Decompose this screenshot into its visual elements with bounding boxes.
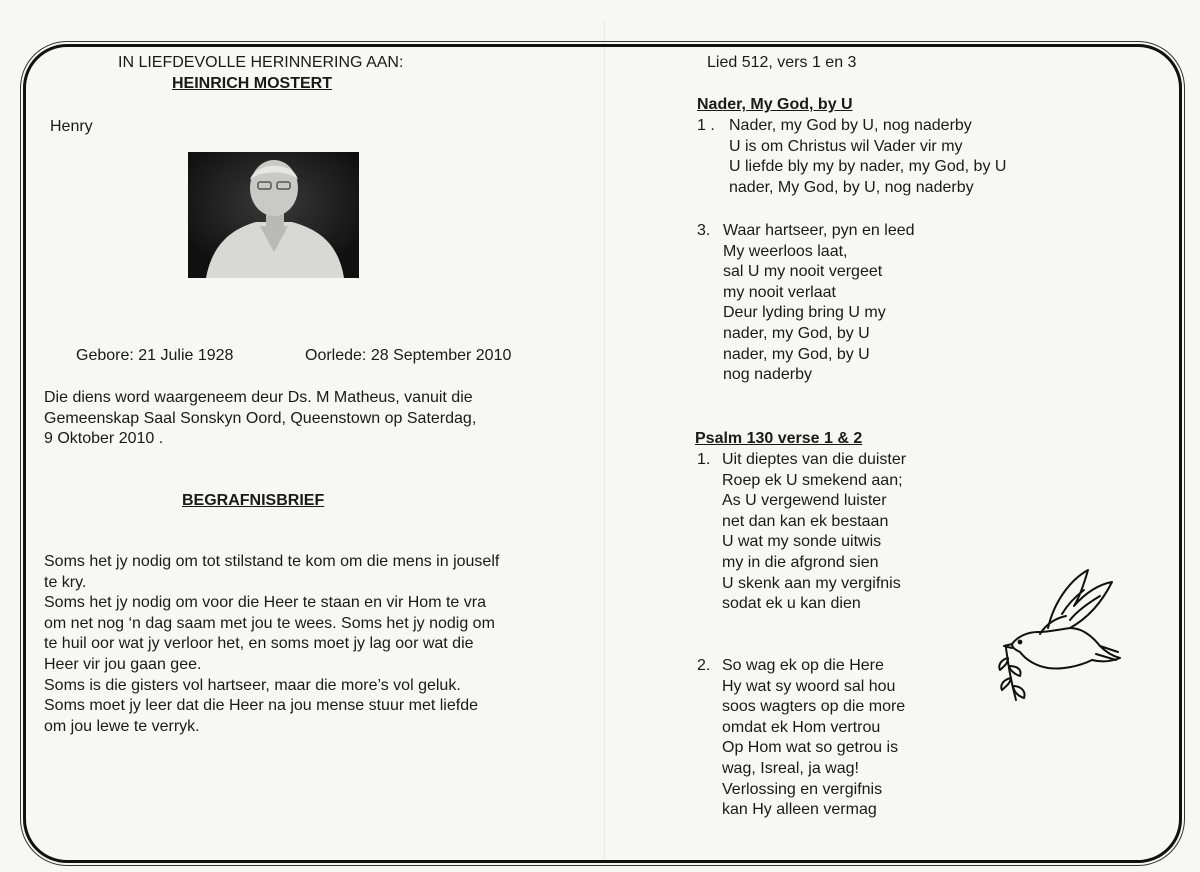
verse-line: So wag ek op die Here: [722, 657, 884, 674]
portrait-photo: [188, 152, 359, 278]
verse-line: wag, Isreal, ja wag!: [722, 759, 859, 777]
letter-line: om jou lewe te verryk.: [44, 717, 200, 735]
letter-line: Soms het jy nodig om tot stilstand te kom om die mens in jouself: [44, 553, 500, 570]
verse-line: nader, my God, by U: [723, 345, 870, 363]
psalm-verse-2: [722, 656, 905, 821]
verse-line: sal U my nooit vergeet: [723, 263, 883, 281]
psalm-verse-number: 1.: [697, 451, 711, 468]
hymn-reference: Lied 512, vers 1 en 3: [707, 54, 857, 71]
born-date: 21 Julie 1928: [138, 347, 234, 364]
verse-line: Verlossing en vergifnis: [722, 780, 883, 798]
died-date: 28 September 2010: [370, 347, 512, 364]
deceased-name: HEINRICH MOSTERT: [172, 75, 332, 92]
verse-line: Op Hom wat so getrou is: [722, 739, 899, 757]
verse-line: Nader, my God by U, nog naderby: [729, 117, 972, 134]
letter-line: om net nog ‘n dag saam met jou te wees. Soms het jy nodig om: [44, 614, 495, 632]
verse-line: U is om Christus wil Vader vir my: [729, 137, 963, 155]
verse-line: nog naderby: [723, 366, 812, 384]
hymn-verse-1: [729, 116, 1006, 198]
verse-line: my in die afgrond sien: [722, 553, 879, 571]
verse-line: U liefde bly my by nader, my God, by U: [729, 158, 1007, 176]
verse-line: omdat ek Hom vertrou: [722, 718, 881, 736]
psalm-verse-number: 2.: [697, 657, 711, 674]
letter-line: Soms is die gisters vol hartseer, maar die more’s vol geluk.: [44, 676, 461, 694]
hymn-verse-number: 3.: [697, 222, 711, 239]
letter-line: te huil oor wat jy verloor het, en soms moet jy lag oor wat die: [44, 635, 474, 653]
verse-line: As U vergewend luister: [722, 492, 887, 510]
verse-line: U skenk aan my vergifnis: [722, 574, 901, 592]
hymn-title: Nader, My God, by U: [697, 96, 853, 113]
hymn-verse-3: [723, 221, 915, 386]
letter-title: BEGRAFNISBRIEF: [182, 492, 325, 509]
service-line: Die diens word waargeneem deur Ds. M Matheus, vanuit die: [44, 389, 473, 406]
psalm-title: Psalm 130 verse 1 & 2: [695, 430, 863, 447]
letter-line: Soms moet jy leer dat die Heer na jou mense stuur met liefde: [44, 697, 478, 715]
verse-line: Roep ek U smekend aan;: [722, 471, 903, 489]
memorial-heading: IN LIEFDEVOLLE HERINNERING AAN:: [118, 54, 404, 71]
verse-line: U wat my sonde uitwis: [722, 533, 882, 551]
service-line: 9 Oktober 2010 .: [44, 430, 164, 448]
verse-line: Waar hartseer, pyn en leed: [723, 222, 915, 239]
verse-line: nader, my God, by U: [723, 324, 870, 342]
verse-line: nader, My God, by U, nog naderby: [729, 178, 974, 196]
psalm-verse-1: [722, 450, 906, 615]
letter-line: Soms het jy nodig om voor die Heer te staan en vir Hom te vra: [44, 594, 486, 612]
verse-line: Deur lyding bring U my: [723, 304, 886, 322]
verse-line: net dan kan ek bestaan: [722, 512, 889, 530]
service-details: [44, 388, 476, 450]
verse-line: my nooit verlaat: [723, 283, 836, 301]
verse-line: sodat ek u kan dien: [722, 595, 861, 613]
letter-line: te kry.: [44, 573, 87, 591]
verse-line: soos wagters op die more: [722, 698, 906, 716]
verse-line: My weerloos laat,: [723, 242, 848, 260]
dove-with-olive-branch-icon: [996, 566, 1122, 706]
born-label: Gebore:: [76, 347, 134, 364]
died-label: Oorlede:: [305, 347, 367, 364]
service-line: Gemeenskap Saal Sonskyn Oord, Queenstown op Saterdag,: [44, 409, 477, 427]
verse-line: Uit dieptes van die duister: [722, 451, 907, 468]
letter-line: Heer vir jou gaan gee.: [44, 655, 202, 673]
hymn-verse-number: 1 .: [697, 117, 715, 134]
verse-line: kan Hy alleen vermag: [722, 801, 877, 819]
verse-line: Hy wat sy woord sal hou: [722, 677, 896, 695]
letter-body: [44, 552, 499, 737]
nickname: Henry: [50, 118, 93, 135]
